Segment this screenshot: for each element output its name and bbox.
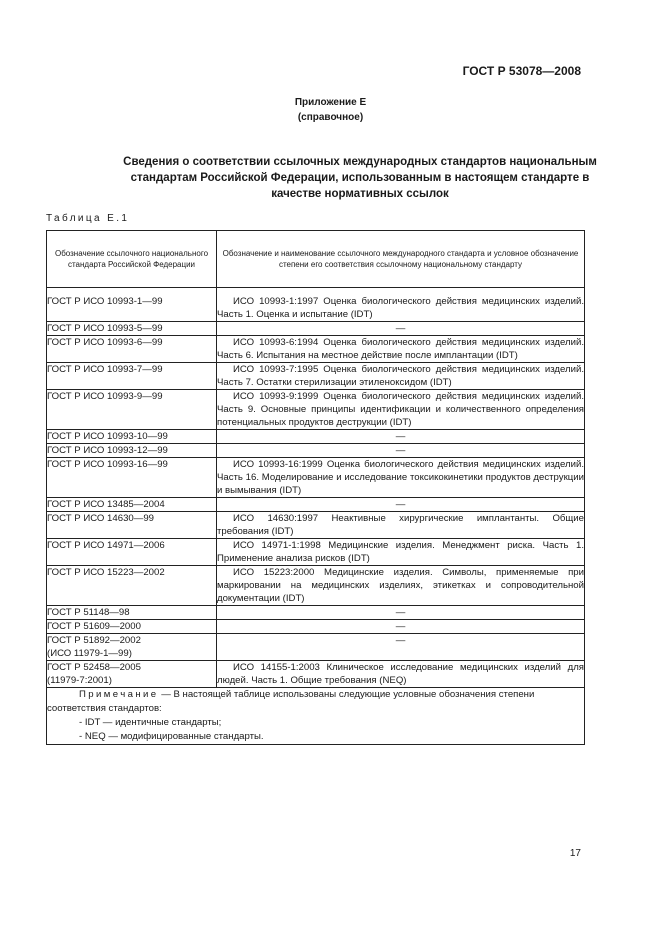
table-note-row bbox=[47, 688, 585, 745]
national-standard-cell: ГОСТ Р ИСО 10993-7—99 bbox=[47, 363, 217, 390]
international-standard-text: ИСО 10993-1:1997 Оценка биологического действия медицинских изделий. Часть 1. Оценка и испытание (IDT) bbox=[217, 296, 584, 320]
table-row bbox=[47, 566, 585, 606]
national-standard-cell: ГОСТ Р ИСО 10993-6—99 bbox=[47, 336, 217, 363]
table-header-row bbox=[47, 231, 585, 288]
international-standard-text: ИСО 14630:1997 Неактивные хирургические имплантанты. Общие требования (IDT) bbox=[217, 513, 584, 537]
national-standard-cell: ГОСТ Р ИСО 14630—99 bbox=[47, 512, 217, 539]
national-standard-cell: ГОСТ Р ИСО 10993-9—99 bbox=[47, 390, 217, 430]
international-standard-cell bbox=[217, 363, 585, 390]
table-row bbox=[47, 620, 585, 634]
national-standard-cell: ГОСТ Р ИСО 10993-10—99 bbox=[47, 430, 217, 444]
international-standard-text: ИСО 15223:2000 Медицинские изделия. Символы, применяемые при маркировании на медицинских изделиях, этикетках и сопроводительной документации (IDT) bbox=[217, 567, 584, 604]
page-number: 17 bbox=[569, 848, 581, 859]
table-row bbox=[47, 390, 585, 430]
international-standard-cell bbox=[217, 566, 585, 606]
note-item-idt: - IDT — идентичные стандарты; bbox=[79, 717, 222, 728]
note-item-neq: - NEQ — модифицированные стандарты. bbox=[79, 731, 264, 742]
international-standard-cell bbox=[217, 458, 585, 498]
national-standard-cell: ГОСТ Р ИСО 10993-12—99 bbox=[47, 444, 217, 458]
column-header-international: Обозначение и наименование ссылочного международного стандарта и условное обозначение степени его соответствия ссылочному национальному стандарту bbox=[217, 231, 585, 288]
international-standard-cell: — bbox=[217, 606, 585, 620]
national-standard-cell: ГОСТ Р ИСО 10993-16—99 bbox=[47, 458, 217, 498]
table-note bbox=[47, 688, 585, 745]
national-standard-cell: ГОСТ Р ИСО 10993-1—99 bbox=[47, 288, 217, 322]
table-row bbox=[47, 458, 585, 498]
international-standard-cell: — bbox=[217, 430, 585, 444]
international-standard-text: ИСО 10993-6:1994 Оценка биологического действия медицинских изделий. Часть 6. Испытания на местное действие после имплантации (IDT) bbox=[217, 337, 584, 361]
appendix-title: Приложение Е bbox=[294, 97, 367, 108]
appendix-subtitle: (справочное) bbox=[297, 112, 364, 123]
section-title: Сведения о соответствии ссылочных международных стандартов национальным стандартам Российской Федерации, использованным в настоящем стандарте в качестве нормативных ссылок bbox=[123, 156, 597, 200]
international-standard-cell bbox=[217, 512, 585, 539]
table-row bbox=[47, 322, 585, 336]
table-caption: Таблица Е.1 bbox=[46, 213, 130, 224]
table-row bbox=[47, 336, 585, 363]
international-standard-text: ИСО 14155-1:2003 Клиническое исследование медицинских изделий для людей. Часть 1. Общие требования (NEQ) bbox=[217, 662, 584, 686]
document-standard-number: ГОСТ Р 53078—2008 bbox=[462, 64, 581, 78]
table-row bbox=[47, 661, 585, 688]
table-row bbox=[47, 444, 585, 458]
table-row bbox=[47, 512, 585, 539]
international-standard-cell: — bbox=[217, 498, 585, 512]
international-standard-cell bbox=[217, 390, 585, 430]
table-row bbox=[47, 634, 585, 661]
table-row bbox=[47, 363, 585, 390]
table-body bbox=[47, 288, 585, 688]
table-row bbox=[47, 288, 585, 322]
national-standard-cell: ГОСТ Р ИСО 10993-5—99 bbox=[47, 322, 217, 336]
international-standard-cell: — bbox=[217, 444, 585, 458]
national-standard-cell: ГОСТ Р ИСО 14971—2006 bbox=[47, 539, 217, 566]
table-row bbox=[47, 498, 585, 512]
table-row bbox=[47, 430, 585, 444]
international-standard-text: ИСО 10993-7:1995 Оценка биологического действия медицинских изделий. Часть 7. Остатки стерилизации этиленоксидом (IDT) bbox=[217, 364, 584, 388]
international-standard-cell: — bbox=[217, 322, 585, 336]
international-standard-text: ИСО 10993-16:1999 Оценка биологического действия медицинских изделий. Часть 16. Моделирование и исследование токсикокинетики продуктов деструкции и вымывания (IDT) bbox=[217, 459, 584, 496]
note-text: — В настоящей таблице использованы следующие условные обозначения степени соответствия стандартов: bbox=[47, 689, 535, 714]
international-standard-cell bbox=[217, 288, 585, 322]
table-row bbox=[47, 539, 585, 566]
international-standard-cell: — bbox=[217, 634, 585, 661]
column-header-national: Обозначение ссылочного национального стандарта Российской Федерации bbox=[47, 231, 217, 288]
note-label: Примечание bbox=[79, 689, 159, 700]
note-paragraph bbox=[47, 688, 584, 716]
standards-correspondence-table bbox=[46, 230, 585, 745]
national-standard-cell: ГОСТ Р 51148—98 bbox=[47, 606, 217, 620]
national-standard-cell: ГОСТ Р ИСО 15223—2002 bbox=[47, 566, 217, 606]
national-standard-cell: ГОСТ Р 51892—2002 (ИСО 11979-1—99) bbox=[47, 634, 217, 661]
table-row bbox=[47, 606, 585, 620]
national-standard-cell: ГОСТ Р 51609—2000 bbox=[47, 620, 217, 634]
international-standard-text: ИСО 10993-9:1999 Оценка биологического действия медицинских изделий. Часть 9. Основные принципы идентификации и количественного определения потенциальных продуктов деструкции (IDT) bbox=[217, 391, 584, 428]
appendix-heading bbox=[0, 95, 661, 125]
international-standard-cell: — bbox=[217, 620, 585, 634]
international-standard-cell bbox=[217, 539, 585, 566]
international-standard-cell bbox=[217, 661, 585, 688]
international-standard-cell bbox=[217, 336, 585, 363]
international-standard-text: ИСО 14971-1:1998 Медицинские изделия. Менеджмент риска. Часть 1. Применение анализа рисков (IDT) bbox=[217, 540, 584, 564]
national-standard-cell: ГОСТ Р ИСО 13485—2004 bbox=[47, 498, 217, 512]
national-standard-cell: ГОСТ Р 52458—2005 (11979-7:2001) bbox=[47, 661, 217, 688]
